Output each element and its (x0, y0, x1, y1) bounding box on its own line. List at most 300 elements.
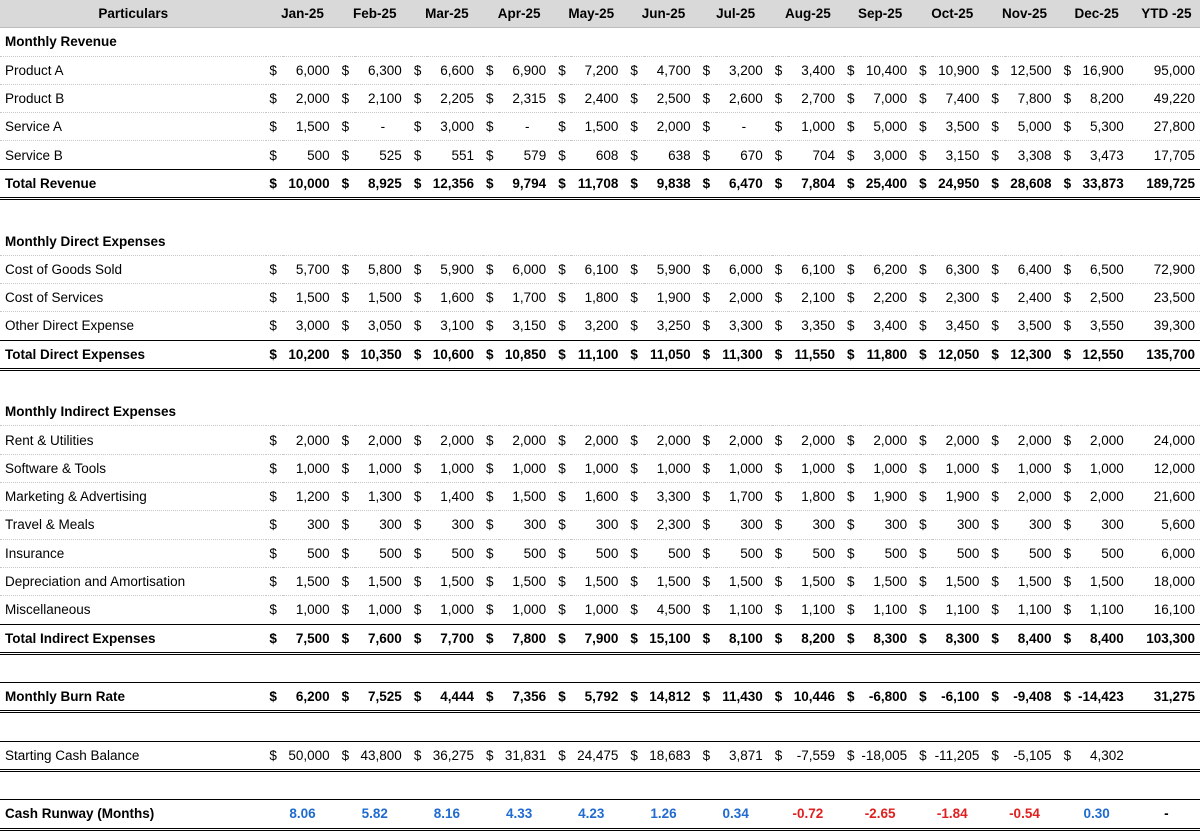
ytd-cell[interactable]: 18,000 (1133, 567, 1200, 595)
currency-cell[interactable]: $ (627, 539, 643, 567)
value-cell[interactable]: 9,794 (499, 169, 555, 198)
value-cell[interactable]: 608 (571, 141, 627, 169)
value-cell[interactable]: 2,300 (644, 511, 700, 539)
currency-cell[interactable]: $ (772, 567, 788, 595)
currency-cell[interactable]: $ (555, 312, 571, 340)
row-label-cell[interactable]: Depreciation and Amortisation (0, 567, 266, 595)
currency-cell[interactable]: $ (1061, 426, 1077, 454)
value-cell[interactable]: 1,500 (283, 567, 339, 595)
value-cell[interactable]: 3,000 (427, 113, 483, 141)
value-cell[interactable]: 10,400 (860, 56, 916, 84)
currency-cell[interactable]: $ (627, 454, 643, 482)
value-cell[interactable]: 28,608 (1005, 169, 1061, 198)
value-cell[interactable]: -6,800 (860, 683, 916, 712)
currency-cell[interactable]: $ (555, 255, 571, 283)
value-cell[interactable]: 3,200 (571, 312, 627, 340)
currency-cell[interactable]: $ (844, 567, 860, 595)
value-cell[interactable]: 3,400 (860, 312, 916, 340)
currency-cell[interactable]: $ (988, 255, 1004, 283)
currency-cell[interactable]: $ (700, 426, 716, 454)
currency-cell[interactable]: $ (411, 511, 427, 539)
currency-cell[interactable]: $ (772, 84, 788, 112)
currency-cell[interactable]: $ (844, 283, 860, 311)
currency-cell[interactable]: $ (339, 141, 355, 169)
value-cell[interactable]: 300 (571, 511, 627, 539)
value-cell[interactable]: 2,000 (860, 426, 916, 454)
row-label-cell[interactable]: Total Direct Expenses (0, 340, 266, 369)
currency-cell[interactable]: $ (555, 141, 571, 169)
value-cell[interactable]: 2,400 (1005, 283, 1061, 311)
header-cell[interactable]: Jun-25 (627, 0, 699, 28)
currency-cell[interactable]: $ (700, 141, 716, 169)
value-cell[interactable]: 1,500 (427, 567, 483, 595)
value-cell[interactable]: 6,000 (499, 255, 555, 283)
value-cell[interactable]: 2,000 (932, 426, 988, 454)
currency-cell[interactable]: $ (483, 169, 499, 198)
row-label-cell[interactable]: Service B (0, 141, 266, 169)
currency-cell[interactable]: $ (700, 283, 716, 311)
currency-cell[interactable]: $ (916, 567, 932, 595)
spacer-cell[interactable] (0, 369, 1200, 398)
value-cell[interactable]: 50,000 (283, 741, 339, 770)
value-cell[interactable]: 6,200 (860, 255, 916, 283)
value-cell[interactable]: 3,000 (860, 141, 916, 169)
runway-value-cell[interactable]: -2.65 (844, 800, 916, 829)
currency-cell[interactable]: $ (555, 741, 571, 770)
value-cell[interactable]: 3,100 (427, 312, 483, 340)
value-cell[interactable]: 1,000 (860, 454, 916, 482)
value-cell[interactable]: 4,302 (1077, 741, 1133, 770)
value-cell[interactable]: -7,559 (788, 741, 844, 770)
currency-cell[interactable]: $ (844, 483, 860, 511)
value-cell[interactable]: 1,500 (644, 567, 700, 595)
value-cell[interactable]: 1,500 (571, 113, 627, 141)
currency-cell[interactable]: $ (844, 84, 860, 112)
currency-cell[interactable]: $ (916, 454, 932, 482)
row-label-cell[interactable]: Product A (0, 56, 266, 84)
value-cell[interactable]: 8,100 (716, 624, 772, 653)
currency-cell[interactable]: $ (844, 511, 860, 539)
currency-cell[interactable]: $ (555, 596, 571, 624)
ytd-cell[interactable]: 12,000 (1133, 454, 1200, 482)
row-label-cell[interactable]: Service A (0, 113, 266, 141)
currency-cell[interactable]: $ (266, 483, 282, 511)
value-cell[interactable]: - (499, 113, 555, 141)
currency-cell[interactable]: $ (1061, 169, 1077, 198)
value-cell[interactable]: 31,831 (499, 741, 555, 770)
value-cell[interactable]: 7,600 (355, 624, 411, 653)
header-cell[interactable]: Oct-25 (916, 0, 988, 28)
value-cell[interactable]: 7,400 (932, 84, 988, 112)
value-cell[interactable]: 5,000 (860, 113, 916, 141)
currency-cell[interactable]: $ (627, 741, 643, 770)
currency-cell[interactable]: $ (844, 539, 860, 567)
currency-cell[interactable]: $ (700, 596, 716, 624)
currency-cell[interactable]: $ (988, 539, 1004, 567)
ytd-cell[interactable]: 103,300 (1133, 624, 1200, 653)
currency-cell[interactable]: $ (916, 683, 932, 712)
currency-cell[interactable]: $ (411, 283, 427, 311)
row-label-cell[interactable]: Product B (0, 84, 266, 112)
value-cell[interactable]: 1,800 (788, 483, 844, 511)
currency-cell[interactable]: $ (844, 113, 860, 141)
value-cell[interactable]: 2,500 (1077, 283, 1133, 311)
currency-cell[interactable]: $ (266, 255, 282, 283)
value-cell[interactable]: 2,000 (283, 426, 339, 454)
value-cell[interactable]: 500 (427, 539, 483, 567)
value-cell[interactable]: 4,444 (427, 683, 483, 712)
value-cell[interactable]: 300 (860, 511, 916, 539)
spacer-cell[interactable] (0, 771, 1200, 800)
runway-value-cell[interactable]: 4.23 (555, 800, 627, 829)
value-cell[interactable]: 2,300 (932, 283, 988, 311)
currency-cell[interactable]: $ (339, 56, 355, 84)
value-cell[interactable]: 300 (283, 511, 339, 539)
value-cell[interactable]: 11,550 (788, 340, 844, 369)
header-cell[interactable]: Particulars (0, 0, 266, 28)
currency-cell[interactable]: $ (411, 454, 427, 482)
currency-cell[interactable]: $ (700, 113, 716, 141)
value-cell[interactable]: 1,000 (427, 454, 483, 482)
value-cell[interactable]: 500 (1005, 539, 1061, 567)
currency-cell[interactable]: $ (411, 169, 427, 198)
value-cell[interactable]: 500 (571, 539, 627, 567)
currency-cell[interactable]: $ (772, 283, 788, 311)
currency-cell[interactable]: $ (339, 454, 355, 482)
currency-cell[interactable]: $ (700, 539, 716, 567)
currency-cell[interactable]: $ (555, 511, 571, 539)
value-cell[interactable]: 16,900 (1077, 56, 1133, 84)
runway-value-cell[interactable]: 4.33 (483, 800, 555, 829)
value-cell[interactable]: 2,600 (716, 84, 772, 112)
value-cell[interactable]: 2,000 (427, 426, 483, 454)
currency-cell[interactable]: $ (844, 683, 860, 712)
value-cell[interactable]: 579 (499, 141, 555, 169)
currency-cell[interactable]: $ (483, 255, 499, 283)
row-label-cell[interactable]: Monthly Revenue (0, 28, 266, 56)
currency-cell[interactable]: $ (339, 483, 355, 511)
currency-cell[interactable]: $ (988, 312, 1004, 340)
value-cell[interactable]: 500 (860, 539, 916, 567)
currency-cell[interactable]: $ (916, 539, 932, 567)
value-cell[interactable]: 3,450 (932, 312, 988, 340)
value-cell[interactable]: 7,525 (355, 683, 411, 712)
currency-cell[interactable]: $ (772, 426, 788, 454)
currency-cell[interactable]: $ (700, 683, 716, 712)
ytd-cell[interactable]: 135,700 (1133, 340, 1200, 369)
currency-cell[interactable]: $ (844, 255, 860, 283)
currency-cell[interactable]: $ (772, 483, 788, 511)
currency-cell[interactable]: $ (483, 56, 499, 84)
value-cell[interactable]: 3,250 (644, 312, 700, 340)
currency-cell[interactable]: $ (266, 113, 282, 141)
currency-cell[interactable]: $ (339, 255, 355, 283)
currency-cell[interactable]: $ (1061, 624, 1077, 653)
currency-cell[interactable]: $ (627, 255, 643, 283)
currency-cell[interactable]: $ (339, 511, 355, 539)
ytd-cell[interactable]: 27,800 (1133, 113, 1200, 141)
currency-cell[interactable]: $ (411, 741, 427, 770)
runway-value-cell[interactable]: 1.26 (627, 800, 699, 829)
currency-cell[interactable]: $ (483, 539, 499, 567)
currency-cell[interactable]: $ (627, 56, 643, 84)
value-cell[interactable]: 11,100 (571, 340, 627, 369)
currency-cell[interactable]: $ (627, 283, 643, 311)
currency-cell[interactable]: $ (1061, 113, 1077, 141)
currency-cell[interactable]: $ (916, 624, 932, 653)
value-cell[interactable]: 2,000 (1005, 426, 1061, 454)
row-label-cell[interactable]: Travel & Meals (0, 511, 266, 539)
currency-cell[interactable]: $ (988, 596, 1004, 624)
currency-cell[interactable]: $ (411, 255, 427, 283)
currency-cell[interactable]: $ (411, 340, 427, 369)
currency-cell[interactable]: $ (772, 141, 788, 169)
value-cell[interactable]: 1,000 (283, 454, 339, 482)
value-cell[interactable]: 2,000 (283, 84, 339, 112)
currency-cell[interactable]: $ (844, 596, 860, 624)
currency-cell[interactable]: $ (555, 56, 571, 84)
header-cell[interactable]: YTD -25 (1133, 0, 1200, 28)
value-cell[interactable]: 1,000 (788, 454, 844, 482)
value-cell[interactable]: 5,700 (283, 255, 339, 283)
currency-cell[interactable]: $ (411, 56, 427, 84)
value-cell[interactable]: - (355, 113, 411, 141)
header-cell[interactable]: Dec-25 (1061, 0, 1133, 28)
runway-value-cell[interactable]: 8.06 (266, 800, 338, 829)
value-cell[interactable]: 3,000 (283, 312, 339, 340)
value-cell[interactable]: 2,000 (788, 426, 844, 454)
value-cell[interactable]: 11,050 (644, 340, 700, 369)
currency-cell[interactable]: $ (1061, 454, 1077, 482)
value-cell[interactable]: 6,300 (932, 255, 988, 283)
currency-cell[interactable]: $ (700, 567, 716, 595)
value-cell[interactable]: 1,000 (788, 113, 844, 141)
value-cell[interactable]: 300 (716, 511, 772, 539)
value-cell[interactable]: 551 (427, 141, 483, 169)
currency-cell[interactable]: $ (339, 741, 355, 770)
ytd-cell[interactable]: 24,000 (1133, 426, 1200, 454)
value-cell[interactable]: 43,800 (355, 741, 411, 770)
value-cell[interactable]: 1,500 (283, 283, 339, 311)
runway-value-cell[interactable]: -0.54 (988, 800, 1060, 829)
value-cell[interactable]: 1,000 (932, 454, 988, 482)
currency-cell[interactable]: $ (772, 454, 788, 482)
value-cell[interactable]: 1,100 (788, 596, 844, 624)
currency-cell[interactable]: $ (772, 539, 788, 567)
value-cell[interactable]: 3,300 (716, 312, 772, 340)
currency-cell[interactable]: $ (411, 113, 427, 141)
value-cell[interactable]: 2,000 (644, 113, 700, 141)
value-cell[interactable]: 6,200 (283, 683, 339, 712)
currency-cell[interactable]: $ (700, 454, 716, 482)
value-cell[interactable]: 1,100 (860, 596, 916, 624)
ytd-cell[interactable] (1133, 741, 1200, 770)
value-cell[interactable]: 11,800 (860, 340, 916, 369)
value-cell[interactable]: 1,000 (499, 596, 555, 624)
spacer-cell[interactable] (0, 653, 1200, 682)
value-cell[interactable]: 2,000 (716, 426, 772, 454)
value-cell[interactable]: 300 (427, 511, 483, 539)
currency-cell[interactable]: $ (1061, 483, 1077, 511)
value-cell[interactable]: 1,500 (355, 567, 411, 595)
value-cell[interactable]: 10,350 (355, 340, 411, 369)
value-cell[interactable]: 10,600 (427, 340, 483, 369)
currency-cell[interactable]: $ (266, 426, 282, 454)
currency-cell[interactable]: $ (772, 511, 788, 539)
currency-cell[interactable]: $ (844, 426, 860, 454)
currency-cell[interactable]: $ (700, 169, 716, 198)
row-label-cell[interactable]: Rent & Utilities (0, 426, 266, 454)
row-label-cell[interactable]: Monthly Direct Expenses (0, 227, 266, 255)
value-cell[interactable]: 12,550 (1077, 340, 1133, 369)
header-cell[interactable]: May-25 (555, 0, 627, 28)
runway-value-cell[interactable]: -1.84 (916, 800, 988, 829)
currency-cell[interactable]: $ (1061, 283, 1077, 311)
currency-cell[interactable]: $ (411, 596, 427, 624)
currency-cell[interactable]: $ (1061, 596, 1077, 624)
value-cell[interactable]: 2,000 (571, 426, 627, 454)
currency-cell[interactable]: $ (700, 340, 716, 369)
ytd-cell[interactable]: 17,705 (1133, 141, 1200, 169)
currency-cell[interactable]: $ (266, 169, 282, 198)
currency-cell[interactable]: $ (411, 624, 427, 653)
spacer-cell[interactable] (0, 712, 1200, 741)
currency-cell[interactable]: $ (916, 312, 932, 340)
value-cell[interactable]: 7,800 (1005, 84, 1061, 112)
value-cell[interactable]: 1,400 (427, 483, 483, 511)
value-cell[interactable]: 2,205 (427, 84, 483, 112)
currency-cell[interactable]: $ (700, 84, 716, 112)
currency-cell[interactable]: $ (555, 454, 571, 482)
value-cell[interactable]: 500 (788, 539, 844, 567)
value-cell[interactable]: 14,812 (644, 683, 700, 712)
value-cell[interactable]: 300 (1005, 511, 1061, 539)
currency-cell[interactable]: $ (916, 596, 932, 624)
value-cell[interactable]: 8,925 (355, 169, 411, 198)
currency-cell[interactable]: $ (555, 483, 571, 511)
value-cell[interactable]: 7,200 (571, 56, 627, 84)
value-cell[interactable]: 5,792 (571, 683, 627, 712)
currency-cell[interactable]: $ (483, 283, 499, 311)
value-cell[interactable]: 300 (355, 511, 411, 539)
value-cell[interactable]: 10,900 (932, 56, 988, 84)
currency-cell[interactable]: $ (627, 596, 643, 624)
currency-cell[interactable]: $ (844, 56, 860, 84)
currency-cell[interactable]: $ (627, 511, 643, 539)
currency-cell[interactable]: $ (700, 255, 716, 283)
currency-cell[interactable]: $ (483, 483, 499, 511)
currency-cell[interactable]: $ (411, 141, 427, 169)
empty-cell[interactable] (266, 398, 1200, 426)
currency-cell[interactable]: $ (339, 340, 355, 369)
currency-cell[interactable]: $ (916, 283, 932, 311)
value-cell[interactable]: 500 (283, 539, 339, 567)
value-cell[interactable]: 1,000 (644, 454, 700, 482)
currency-cell[interactable]: $ (266, 283, 282, 311)
value-cell[interactable]: 8,300 (860, 624, 916, 653)
ytd-cell[interactable]: 189,725 (1133, 169, 1200, 198)
value-cell[interactable]: 11,430 (716, 683, 772, 712)
currency-cell[interactable]: $ (266, 340, 282, 369)
header-cell[interactable]: Jan-25 (266, 0, 338, 28)
currency-cell[interactable]: $ (844, 312, 860, 340)
currency-cell[interactable]: $ (627, 483, 643, 511)
value-cell[interactable]: 300 (788, 511, 844, 539)
currency-cell[interactable]: $ (627, 84, 643, 112)
value-cell[interactable]: 670 (716, 141, 772, 169)
value-cell[interactable]: 1,000 (427, 596, 483, 624)
ytd-cell[interactable]: 5,600 (1133, 511, 1200, 539)
currency-cell[interactable]: $ (266, 741, 282, 770)
value-cell[interactable]: 1,000 (355, 596, 411, 624)
ytd-cell[interactable]: 95,000 (1133, 56, 1200, 84)
header-cell[interactable]: Apr-25 (483, 0, 555, 28)
currency-cell[interactable]: $ (627, 426, 643, 454)
value-cell[interactable]: 2,315 (499, 84, 555, 112)
value-cell[interactable]: 300 (1077, 511, 1133, 539)
currency-cell[interactable]: $ (772, 624, 788, 653)
value-cell[interactable]: 1,500 (716, 567, 772, 595)
value-cell[interactable]: 5,900 (644, 255, 700, 283)
value-cell[interactable]: -6,100 (932, 683, 988, 712)
value-cell[interactable]: 24,950 (932, 169, 988, 198)
currency-cell[interactable]: $ (916, 741, 932, 770)
header-cell[interactable]: Aug-25 (772, 0, 844, 28)
row-label-cell[interactable]: Starting Cash Balance (0, 741, 266, 770)
currency-cell[interactable]: $ (339, 84, 355, 112)
currency-cell[interactable]: $ (627, 624, 643, 653)
currency-cell[interactable]: $ (1061, 340, 1077, 369)
header-cell[interactable]: Mar-25 (411, 0, 483, 28)
ytd-cell[interactable]: - (1133, 800, 1200, 829)
value-cell[interactable]: 1,000 (716, 454, 772, 482)
runway-value-cell[interactable]: -0.72 (772, 800, 844, 829)
value-cell[interactable]: 1,500 (499, 567, 555, 595)
currency-cell[interactable]: $ (339, 169, 355, 198)
currency-cell[interactable]: $ (772, 255, 788, 283)
value-cell[interactable]: 6,000 (716, 255, 772, 283)
currency-cell[interactable]: $ (483, 454, 499, 482)
currency-cell[interactable]: $ (1061, 683, 1077, 712)
currency-cell[interactable]: $ (483, 113, 499, 141)
value-cell[interactable]: 8,200 (788, 624, 844, 653)
currency-cell[interactable]: $ (266, 624, 282, 653)
value-cell[interactable]: 2,400 (571, 84, 627, 112)
currency-cell[interactable]: $ (1061, 84, 1077, 112)
currency-cell[interactable]: $ (700, 312, 716, 340)
value-cell[interactable]: 6,470 (716, 169, 772, 198)
currency-cell[interactable]: $ (700, 741, 716, 770)
value-cell[interactable]: 5,300 (1077, 113, 1133, 141)
value-cell[interactable]: 15,100 (644, 624, 700, 653)
value-cell[interactable]: 3,400 (788, 56, 844, 84)
value-cell[interactable]: 300 (932, 511, 988, 539)
currency-cell[interactable]: $ (916, 511, 932, 539)
currency-cell[interactable]: $ (627, 141, 643, 169)
currency-cell[interactable]: $ (916, 340, 932, 369)
value-cell[interactable]: -14,423 (1077, 683, 1133, 712)
currency-cell[interactable]: $ (483, 596, 499, 624)
value-cell[interactable]: 7,800 (499, 624, 555, 653)
currency-cell[interactable]: $ (266, 567, 282, 595)
row-label-cell[interactable]: Miscellaneous (0, 596, 266, 624)
value-cell[interactable]: -11,205 (932, 741, 988, 770)
currency-cell[interactable]: $ (339, 567, 355, 595)
value-cell[interactable]: 3,308 (1005, 141, 1061, 169)
row-label-cell[interactable]: Other Direct Expense (0, 312, 266, 340)
row-label-cell[interactable]: Cash Runway (Months) (0, 800, 266, 829)
currency-cell[interactable]: $ (916, 255, 932, 283)
